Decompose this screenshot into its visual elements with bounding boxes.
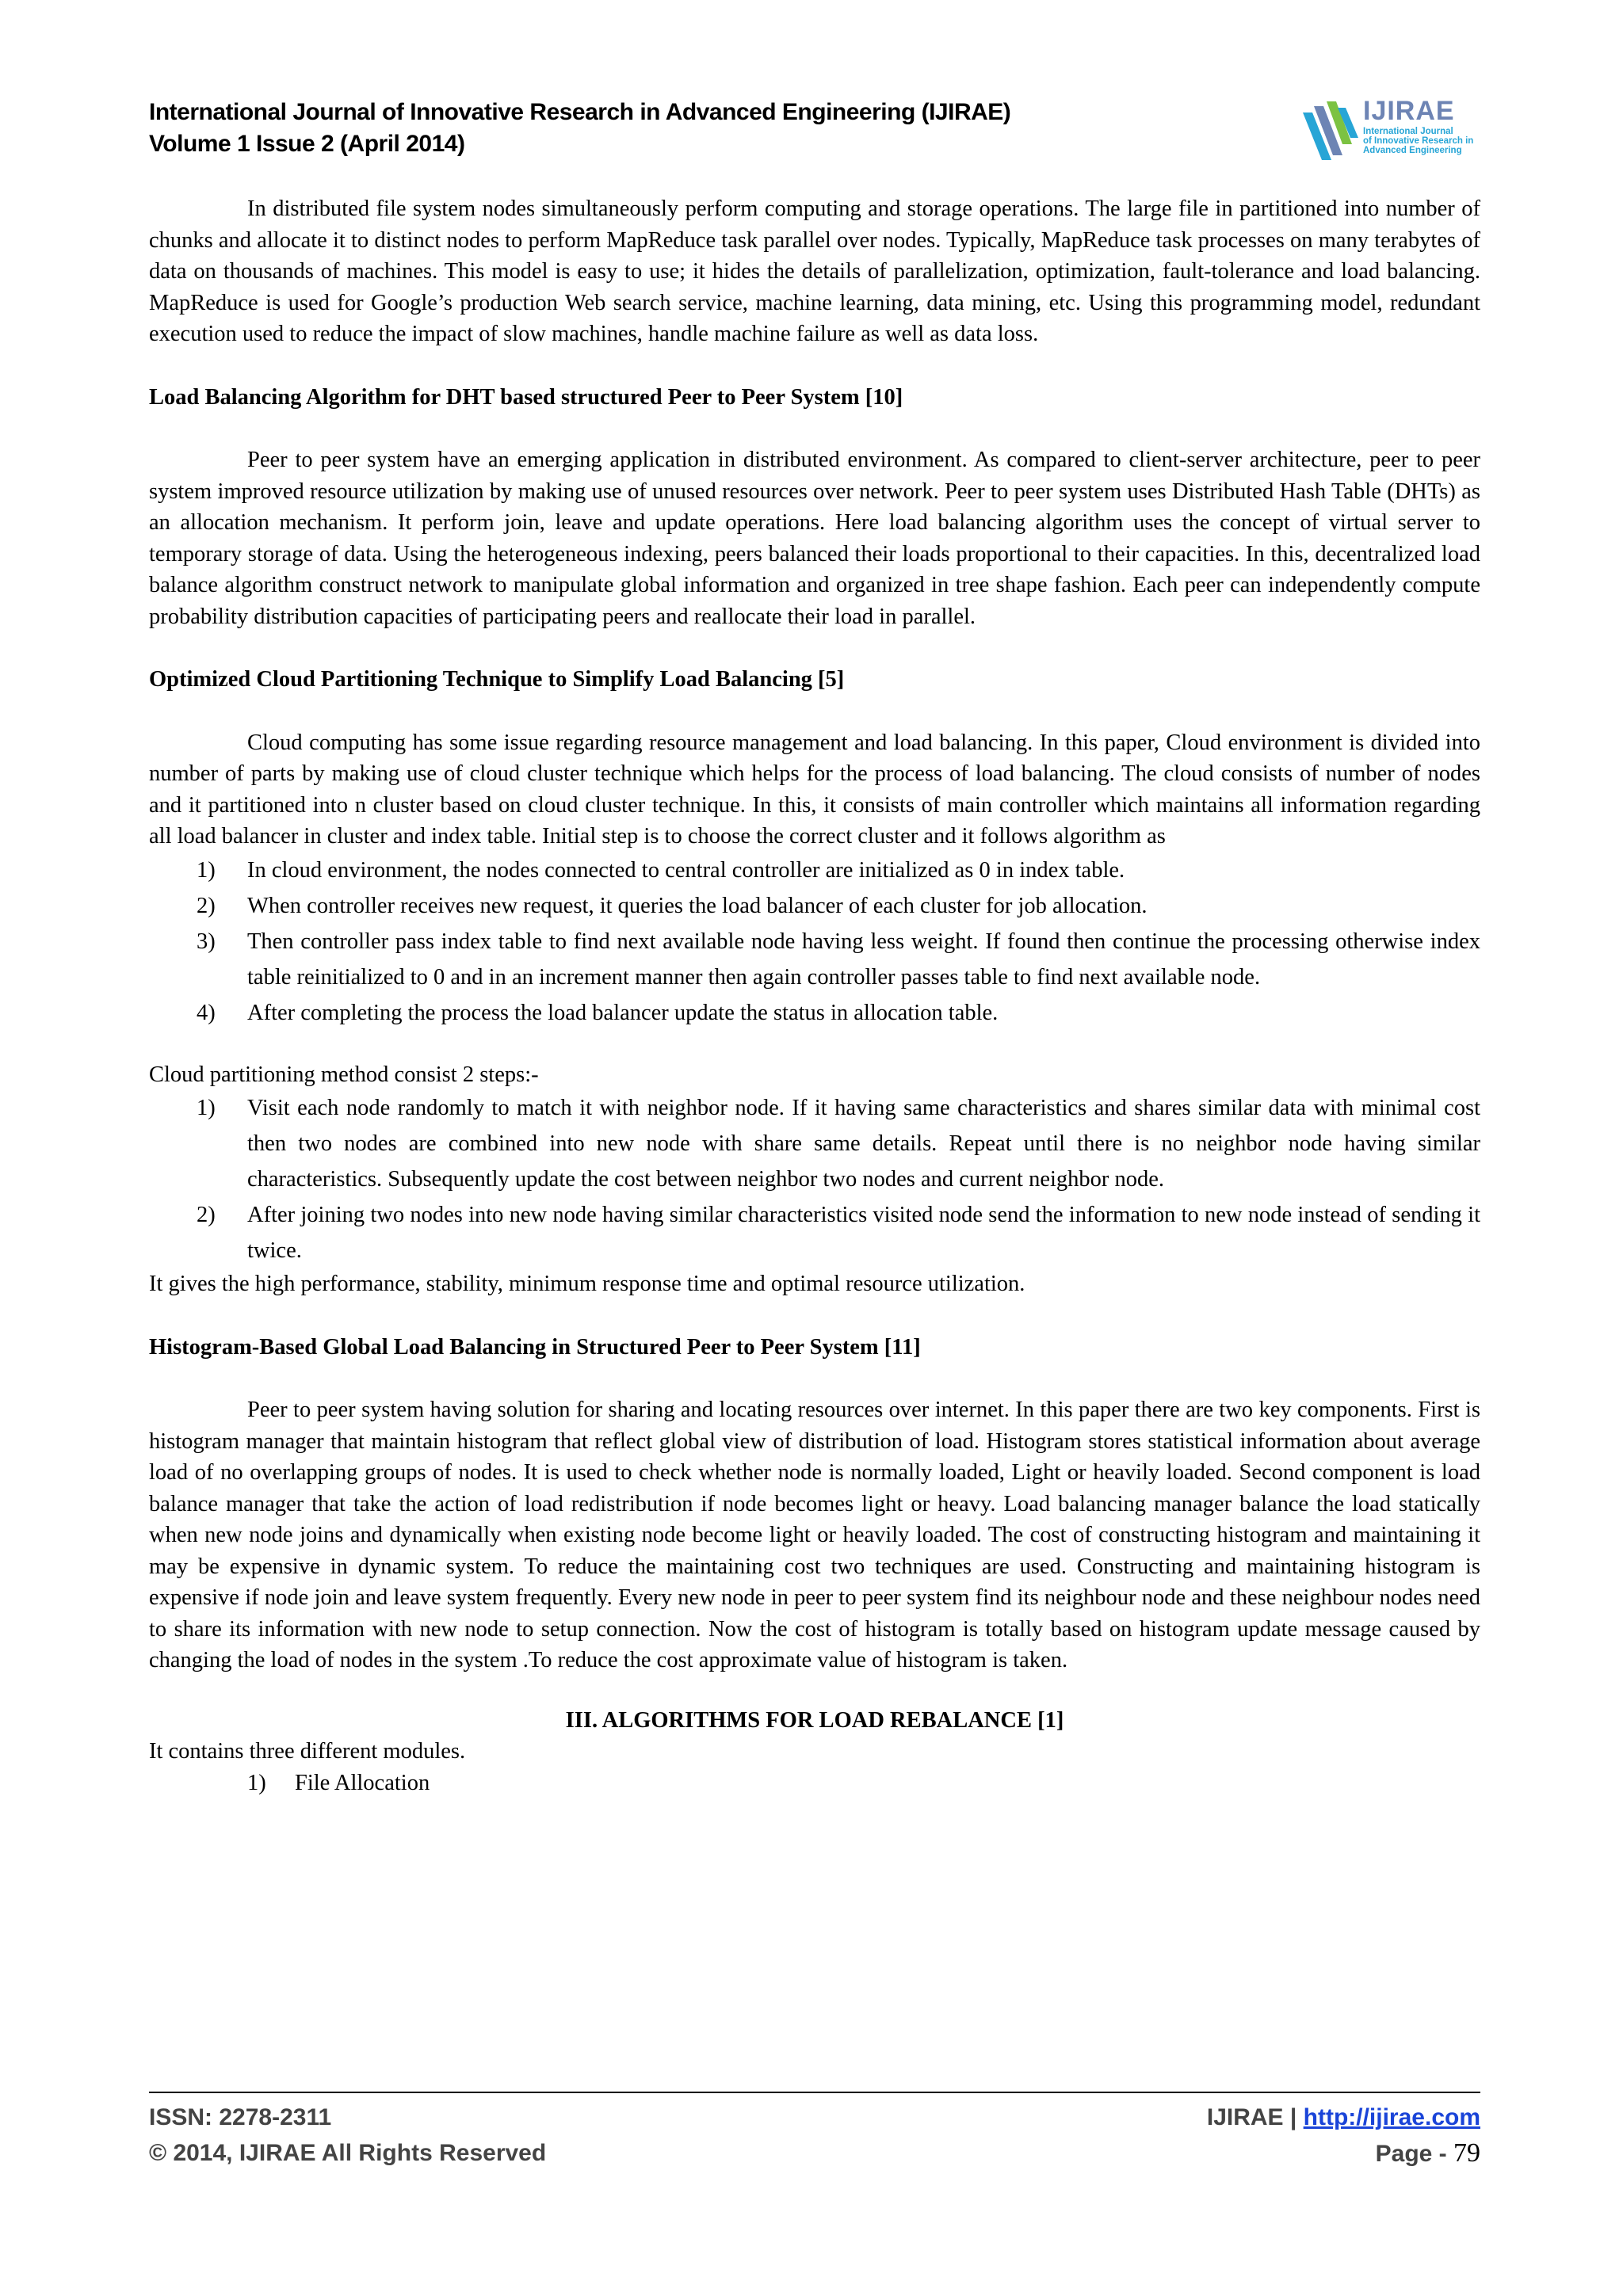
- page-footer: [149, 2100, 1480, 2171]
- list-item: [149, 1768, 1480, 1799]
- page-label: Page -: [1375, 2141, 1453, 2167]
- partition-intro: Cloud partitioning method consist 2 steps:-: [149, 1062, 539, 1087]
- list-item: 1) Visit each node randomly to match it with neighbor node. If it having same characteristics and shares similar data with minimal cost then two nodes are combined into new node with share same details. Repeat until there is no neighbor node having similar characteristics. Subsequently update the cost between neighbor two nodes and current neighbor node.: [197, 1096, 1480, 1192]
- histogram-paragraph: Peer to peer system having solution for sharing and locating resources over internet. In this paper there are two key components. First is histogram manager that maintain histogram that reflect global view of distribution of load. Histogram stores statistical information about average load of no overlapping groups of nodes. It is used to check whether node is normally loaded, Light or heavily loaded. Second component is load balance manager that take the action of load redistribution if node becomes light or heavy. Load balancing manager balance the load statically when new node joins and dynamically when existing node become light or heavily loaded. The cost of constructing histogram and maintaining it may be expensive in dynamic system. To reduce the maintaining cost two techniques are used. Constructing and maintaining histogram is expensive if node join and leave system frequently. Every new node in peer to peer system find its neighbour node and these neighbour nodes need to share its information with new node to setup connection. Now the cost of histogram is totally based on histogram update message caused by changing the load of nodes in the system .To reduce the cost approximate value of histogram is taken.: [149, 1398, 1480, 1672]
- page-header: [149, 97, 1480, 176]
- list-item: 2) When controller receives new request, it queries the load balancer of each cluster for job allocation.: [197, 893, 1148, 918]
- list-item: 3) Then controller pass index table to find next available node having less weight. If found then continue the processing otherwise index table reinitialized to 0 and in an increment manner then again controller passes table to find next available node.: [197, 929, 1480, 990]
- footer-divider: [149, 2092, 1480, 2093]
- list-item: 2) After joining two nodes into new node having similar characteristics visited node send the information to new node instead of sending it twice.: [197, 1203, 1480, 1263]
- section-heading-histogram: Histogram-Based Global Load Balancing in Structured Peer to Peer System [11]: [149, 1334, 921, 1360]
- cloud-algorithm-steps: [149, 852, 1480, 1031]
- journal-volume: Volume 1 Issue 2 (April 2014): [149, 131, 465, 157]
- section-heading-dht: Load Balancing Algorithm for DHT based structured Peer to Peer System [10]: [149, 384, 903, 410]
- ijirae-logo: [1300, 97, 1480, 165]
- list-number: 1): [247, 1770, 266, 1795]
- footer-issn: ISSN: 2278-2311: [149, 2104, 332, 2130]
- journal-link[interactable]: http://ijirae.com: [1303, 2104, 1480, 2130]
- logo-swoosh-icon: [1300, 97, 1363, 165]
- list-text: File Allocation: [295, 1770, 430, 1795]
- page-number: 79: [1453, 2138, 1480, 2168]
- list-item: 4) After completing the process the load balancer update the status in allocation table.: [197, 1000, 999, 1025]
- cloud-paragraph: Cloud computing has some issue regarding resource management and load balancing. In this paper, Cloud environment is divided into number of parts by making use of cloud cluster technique which helps for the process of load balancing. The cloud consists of number of nodes and it partitioned into n cluster based on cloud cluster technique. In this, it consists of main controller which maintains all information regarding all load balancer in cluster and index table. Initial step is to choose the correct cluster and it follows algorithm as: [149, 730, 1480, 849]
- algorithms-intro: It contains three different modules.: [149, 1739, 466, 1764]
- footer-brand: IJIRAE |: [1206, 2104, 1304, 2130]
- footer-copyright: © 2014, IJIRAE All Rights Reserved: [149, 2140, 547, 2166]
- cloud-conclusion: It gives the high performance, stability, minimum response time and optimal resource utilization.: [149, 1272, 1025, 1296]
- logo-subtitle: [1363, 127, 1482, 155]
- section-heading-algorithms: III. ALGORITHMS FOR LOAD REBALANCE [1]: [565, 1707, 1064, 1733]
- partition-steps: [149, 1090, 1480, 1268]
- list-item: 1) In cloud environment, the nodes connected to central controller are initialized as 0 in index table.: [197, 857, 1125, 883]
- logo-sub-line: Advanced Engineering: [1363, 146, 1462, 155]
- dht-paragraph: Peer to peer system have an emerging application in distributed environment. As compared to client-server architecture, peer to peer system improved resource utilization by making use of unused resources over network. Peer to peer system uses Distributed Hash Table (DHTs) as an allocation mechanism. It perform join, leave and update operations. Here load balancing algorithm uses the concept of virtual server to temporary storage of data. Using the heterogeneous indexing, peers balanced their loads proportional to their capacities. In this, decentralized load balance algorithm construct network to manipulate global information and organized in tree shape fashion. Each peer can independently compute probability distribution capacities of participating peers and reallocate their load in parallel.: [149, 448, 1480, 629]
- page-content: [149, 193, 1480, 1798]
- section-heading-cloud: Optimized Cloud Partitioning Technique to Simplify Load Balancing [5]: [149, 667, 845, 692]
- journal-title: International Journal of Innovative Research in Advanced Engineering (IJIRAE): [149, 99, 1011, 125]
- logo-name: IJIRAE: [1363, 96, 1455, 126]
- logo-sub-line: of Innovative Research in: [1363, 136, 1474, 146]
- intro-paragraph: In distributed file system nodes simultaneously perform computing and storage operations. The large file in partitioned into number of chunks and allocate it to distinct nodes to perform MapReduce task parallel over nodes. Typically, MapReduce task processes on many terabytes of data on thousands of machines. This model is easy to use; it hides the details of parallelization, optimization, fault-tolerance and load balancing. MapReduce is used for Google’s production Web search service, machine learning, data mining, etc. Using this programming model, redundant execution used to reduce the impact of slow machines, handle machine failure as well as data loss.: [149, 196, 1480, 346]
- logo-sub-line: International Journal: [1363, 127, 1453, 136]
